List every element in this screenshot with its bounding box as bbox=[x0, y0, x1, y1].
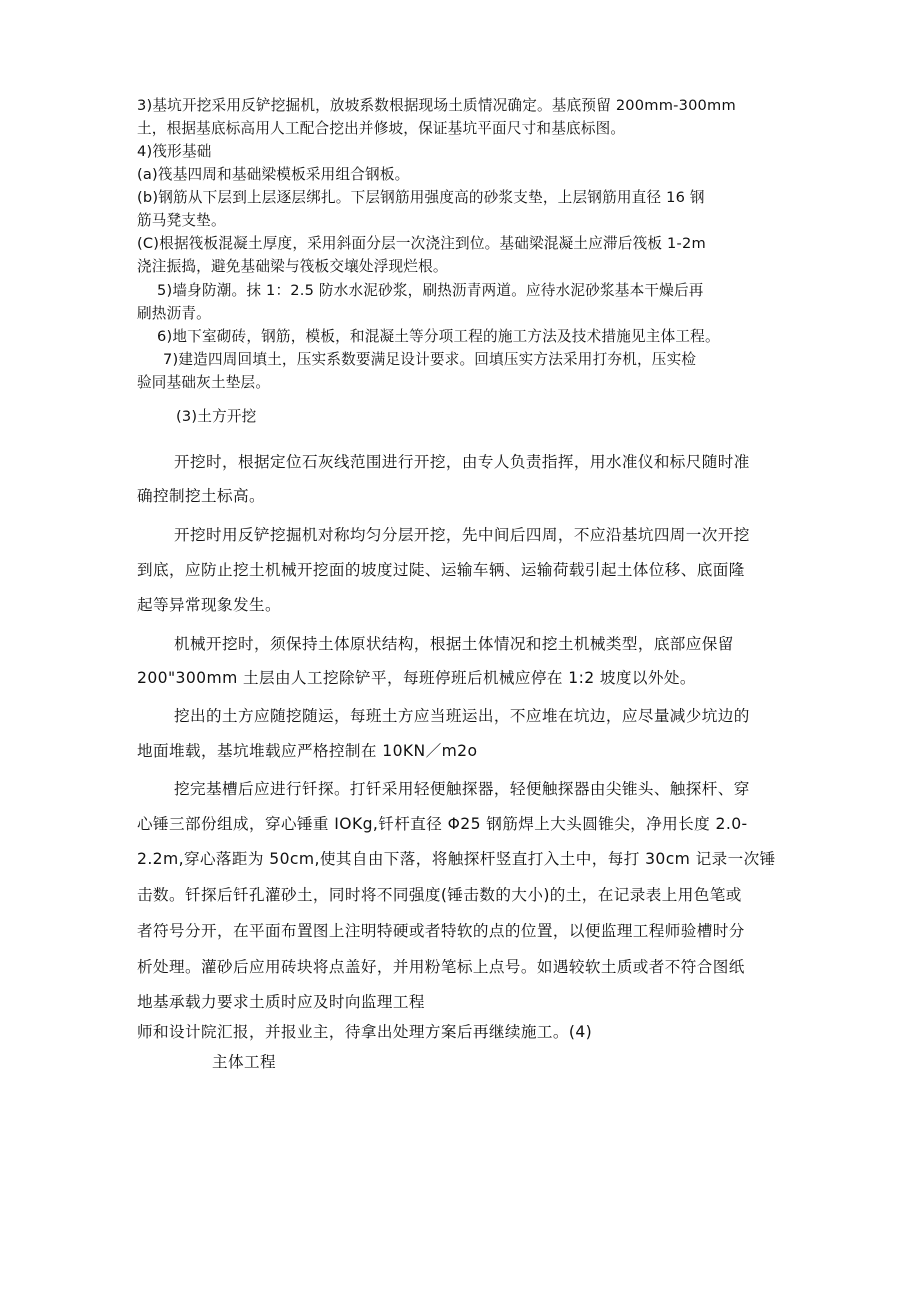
text-line: 筋马凳支垫。 bbox=[137, 212, 226, 229]
text-line: 3)基坑开挖采用反铲挖掘机，放坡系数根据现场土质情况确定。基底预留 200mm-300mm bbox=[137, 97, 736, 114]
text-line: (a)筏基四周和基础梁模板采用组合钢板。 bbox=[137, 166, 410, 183]
text-line: 200"300mm 土层由人工挖除铲平，每班停班后机械应停在 1:2 坡度以外处。 bbox=[137, 669, 696, 687]
text-line: 2.2m,穿心落距为 50cm,使其自由下落，将触探杆竖直打入土中，每打 30cm 记录一次锤 bbox=[137, 850, 776, 868]
text-line: 者符号分开，在平面布置图上注明特硬或者特软的点的位置，以便监理工程师验槽时分 bbox=[137, 922, 745, 940]
text-line: 浇注振捣，避免基础梁与筏板交壤处浮现烂根。 bbox=[137, 258, 448, 275]
text-line: 地基承载力要求土质时应及时向监理工程 bbox=[137, 993, 425, 1011]
section-heading: 4)筏形基础 bbox=[137, 143, 212, 160]
text-line: 心锤三部份组成，穿心锤重 IOKg,钎杆直径 Φ25 钢筋焊上大头圆锥尖，净用长度 2.0- bbox=[137, 815, 748, 833]
text-line: 验同基础灰土垫层。 bbox=[137, 374, 271, 391]
text-line: 确控制挖土标高。 bbox=[137, 487, 265, 505]
text-line: 挖完基槽后应进行钎探。打钎采用轻便触探器，轻便触探器由尖锥头、触探杆、穿 bbox=[174, 780, 750, 798]
text-line: 5)墙身防潮。抹 1：2.5 防水水泥砂浆，刷热沥青两道。应待水泥砂浆基本干燥后再 bbox=[157, 282, 704, 299]
text-line: 开挖时用反铲挖掘机对称均匀分层开挖，先中间后四周，不应沿基坑四周一次开挖 bbox=[174, 526, 750, 544]
text-line: 开挖时，根据定位石灰线范围进行开挖，由专人负责指挥，用水准仪和标尺随时准 bbox=[174, 453, 750, 471]
text-line: 击数。钎探后钎孔灌砂土，同时将不同强度(锤击数的大小)的土，在记录表上用色笔或 bbox=[137, 886, 742, 904]
text-line: (C)根据筏板混凝土厚度，采用斜面分层一次浇注到位。基础梁混凝土应滞后筏板 1-2m bbox=[137, 235, 706, 252]
text-line: 刷热沥青。 bbox=[137, 305, 211, 322]
text-line: 挖出的土方应随挖随运，每班土方应当班运出，不应堆在坑边，应尽量减少坑边的 bbox=[174, 707, 750, 725]
text-line: 析处理。灌砂后应用砖块将点盖好，并用粉笔标上点号。如遇较软土质或者不符合图纸 bbox=[137, 958, 745, 976]
text-line: 7)建造四周回填土，压实系数要满足设计要求。回填压实方法采用打夯机，压实检 bbox=[163, 351, 697, 368]
text-line: 机械开挖时，须保持土体原状结构，根据土体情况和挖土机械类型，底部应保留 bbox=[174, 635, 734, 653]
text-line: 起等异常现象发生。 bbox=[137, 596, 281, 614]
text-line: 地面堆载，基坑堆载应严格控制在 10KN／m2o bbox=[137, 742, 478, 760]
text-line: 6)地下室砌砖，钢筋，模板，和混凝土等分项工程的施工方法及技术措施见主体工程。 bbox=[157, 328, 720, 345]
text-line: 土，根据基底标高用人工配合挖出并修坡，保证基坑平面尺寸和基底标图。 bbox=[137, 120, 626, 137]
text-line: (b)钢筋从下层到上层逐层绑扎。下层钢筋用强度高的砂浆支垫，上层钢筋用直径 16 钢 bbox=[137, 189, 705, 206]
section-heading: (3)土方开挖 bbox=[176, 408, 257, 425]
text-line: 师和设计院汇报，并报业主，待拿出处理方案后再继续施工。(4) bbox=[137, 1023, 593, 1041]
text-line: 到底，应防止挖土机械开挖面的坡度过陡、运输车辆、运输荷载引起土体位移、底面隆 bbox=[137, 561, 745, 579]
section-heading: 主体工程 bbox=[212, 1053, 276, 1071]
